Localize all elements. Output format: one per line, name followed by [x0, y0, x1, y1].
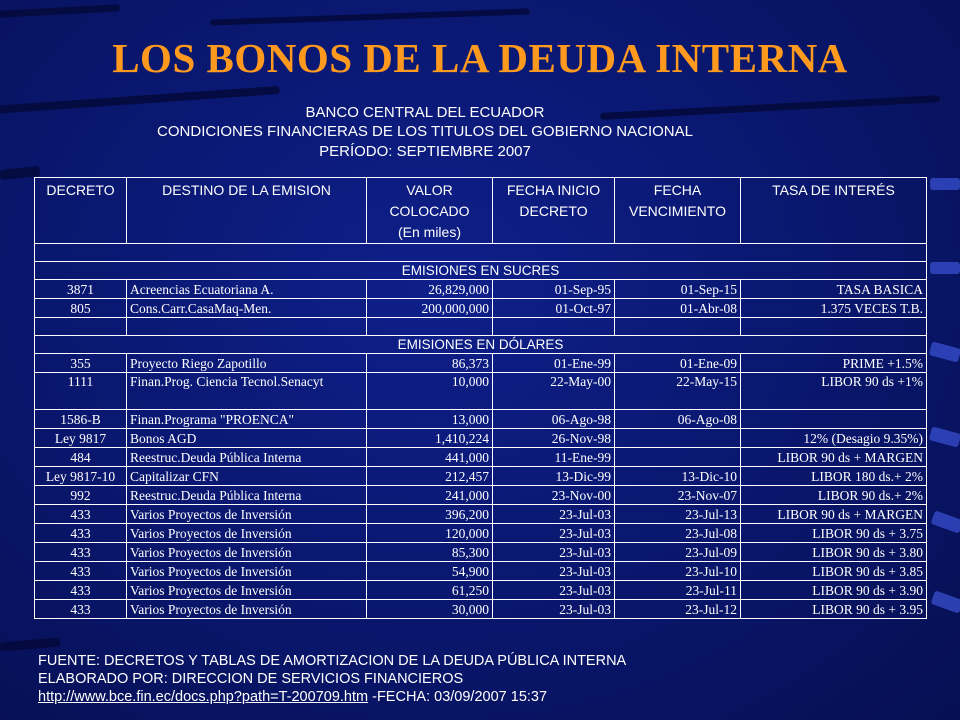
- cell-tasa: LIBOR 90 ds + MARGEN: [741, 505, 927, 524]
- background-stripe: [929, 341, 960, 362]
- cell-valor: 54,900: [367, 562, 493, 581]
- table-row: [35, 581, 927, 600]
- cell-valor: 26,829,000: [367, 280, 493, 299]
- cell-inicio: 23-Nov-00: [493, 486, 615, 505]
- background-stripe: [931, 590, 960, 613]
- cell-valor: 30,000: [367, 600, 493, 619]
- cell-vencimiento: 01-Sep-15: [615, 280, 741, 299]
- header-valor-line1: VALOR: [406, 182, 453, 198]
- cell-inicio: 01-Sep-95: [493, 280, 615, 299]
- cell-tasa: LIBOR 90 ds + MARGEN: [741, 448, 927, 467]
- cell-tasa: LIBOR 90 ds + 3.90: [741, 581, 927, 600]
- cell-inicio: 23-Jul-03: [493, 524, 615, 543]
- cell-valor: 441,000: [367, 448, 493, 467]
- table-row: [35, 448, 927, 467]
- cell-destino: Reestruc.Deuda Pública Interna: [127, 486, 367, 505]
- table-row: [35, 299, 927, 318]
- cell-tasa: PRIME +1.5%: [741, 354, 927, 373]
- empty-cell: [493, 318, 615, 336]
- cell-tasa: LIBOR 90 ds.+ 2%: [741, 486, 927, 505]
- cell-decreto: 355: [35, 354, 127, 373]
- table-row: [35, 280, 927, 299]
- footer-fecha: -FECHA: 03/09/2007 15:37: [368, 689, 548, 705]
- cell-inicio: 22-May-00: [493, 373, 615, 410]
- cell-tasa: LIBOR 90 ds + 3.85: [741, 562, 927, 581]
- cell-destino: Varios Proyectos de Inversión: [127, 505, 367, 524]
- header-inicio-line1: FECHA INICIO: [506, 182, 601, 198]
- cell-decreto: 433: [35, 581, 127, 600]
- background-stripe: [930, 262, 960, 274]
- cell-destino: Cons.Carr.CasaMaq-Men.: [127, 299, 367, 318]
- empty-cell: [127, 318, 367, 336]
- empty-cell: [35, 244, 927, 262]
- cell-valor: 212,457: [367, 467, 493, 486]
- cell-decreto: 484: [35, 448, 127, 467]
- cell-inicio: 13-Dic-99: [493, 467, 615, 486]
- cell-destino: Varios Proyectos de Inversión: [127, 581, 367, 600]
- cell-tasa: LIBOR 90 ds + 3.75: [741, 524, 927, 543]
- header-venc-line1: FECHA: [653, 182, 702, 198]
- cell-decreto: 1586-B: [35, 410, 127, 429]
- cell-destino: Varios Proyectos de Inversión: [127, 524, 367, 543]
- cell-tasa: 12% (Desagio 9.35%): [741, 429, 927, 448]
- section-dolares: [35, 336, 927, 354]
- section-sucres: [35, 262, 927, 280]
- cell-inicio: 23-Jul-03: [493, 600, 615, 619]
- cell-vencimiento: 23-Jul-10: [615, 562, 741, 581]
- cell-valor: 120,000: [367, 524, 493, 543]
- empty-cell: [35, 318, 127, 336]
- cell-tasa: 1.375 VECES T.B.: [741, 299, 927, 318]
- table-row: [35, 354, 927, 373]
- source-link[interactable]: http://www.bce.fin.ec/docs.php?path=T-200709.htm: [38, 689, 369, 705]
- slide-title: LOS BONOS DE LA DEUDA INTERNA: [112, 35, 848, 81]
- cell-decreto: 433: [35, 562, 127, 581]
- cell-vencimiento: 01-Ene-09: [615, 354, 741, 373]
- cell-decreto: Ley 9817-10: [35, 467, 127, 486]
- cell-inicio: 23-Jul-03: [493, 505, 615, 524]
- cell-valor: 200,000,000: [367, 299, 493, 318]
- table-row: [35, 543, 927, 562]
- cell-decreto: 805: [35, 299, 127, 318]
- cell-vencimiento: 23-Jul-13: [615, 505, 741, 524]
- cell-destino: Bonos AGD: [127, 429, 367, 448]
- cell-tasa: [741, 410, 927, 429]
- cell-inicio: 01-Ene-99: [493, 354, 615, 373]
- cell-valor: 86,373: [367, 354, 493, 373]
- cell-destino: Capitalizar CFN: [127, 467, 367, 486]
- cell-destino: Varios Proyectos de Inversión: [127, 600, 367, 619]
- header-valor-line2: COLOCADO: [389, 203, 470, 219]
- cell-inicio: 11-Ene-99: [493, 448, 615, 467]
- cell-vencimiento: 22-May-15: [615, 373, 741, 410]
- empty-cell: [615, 318, 741, 336]
- blank-row: [35, 318, 927, 336]
- footer: [38, 652, 918, 706]
- cell-inicio: 01-Oct-97: [493, 299, 615, 318]
- bonds-table: [34, 177, 927, 619]
- cell-destino: Reestruc.Deuda Pública Interna: [127, 448, 367, 467]
- cell-decreto: 433: [35, 505, 127, 524]
- header-tasa: TASA DE INTERÉS: [741, 178, 927, 244]
- cell-vencimiento: [615, 429, 741, 448]
- cell-destino: Varios Proyectos de Inversión: [127, 562, 367, 581]
- subtitle-line-2: CONDICIONES FINANCIERAS DE LOS TITULOS DEL GOBIERNO NACIONAL: [157, 123, 693, 140]
- cell-vencimiento: 23-Jul-09: [615, 543, 741, 562]
- cell-tasa: LIBOR 90 ds + 3.95: [741, 600, 927, 619]
- background-stripe: [930, 178, 960, 190]
- empty-cell: [741, 318, 927, 336]
- table-row: [35, 505, 927, 524]
- cell-vencimiento: 13-Dic-10: [615, 467, 741, 486]
- header-valor-line3: (En miles): [397, 224, 461, 240]
- section-label: EMISIONES EN SUCRES: [35, 262, 927, 280]
- cell-inicio: 23-Jul-03: [493, 581, 615, 600]
- cell-valor: 13,000: [367, 410, 493, 429]
- section-label: EMISIONES EN DÓLARES: [35, 336, 927, 354]
- cell-destino: Finan.Programa "PROENCA": [127, 410, 367, 429]
- table-row: [35, 600, 927, 619]
- table-row: [35, 467, 927, 486]
- footer-fuente: FUENTE: DECRETOS Y TABLAS DE AMORTIZACION DE LA DEUDA PÚBLICA INTERNA: [38, 653, 627, 669]
- cell-valor: 61,250: [367, 581, 493, 600]
- cell-decreto: 992: [35, 486, 127, 505]
- table-row: [35, 429, 927, 448]
- cell-inicio: 06-Ago-98: [493, 410, 615, 429]
- table-row: [35, 562, 927, 581]
- cell-vencimiento: 23-Jul-12: [615, 600, 741, 619]
- cell-valor: 1,410,224: [367, 429, 493, 448]
- cell-valor: 10,000: [367, 373, 493, 410]
- table-row: [35, 486, 927, 505]
- cell-vencimiento: 06-Ago-08: [615, 410, 741, 429]
- cell-decreto: Ley 9817: [35, 429, 127, 448]
- blank-row: [35, 244, 927, 262]
- cell-valor: 85,300: [367, 543, 493, 562]
- cell-destino: Varios Proyectos de Inversión: [127, 543, 367, 562]
- footer-elaborado: ELABORADO POR: DIRECCION DE SERVICIOS FINANCIEROS: [38, 671, 464, 687]
- cell-vencimiento: 23-Jul-11: [615, 581, 741, 600]
- cell-inicio: 23-Jul-03: [493, 543, 615, 562]
- footer-source-line: [38, 688, 918, 706]
- table-row: [35, 524, 927, 543]
- cell-tasa: LIBOR 90 ds +1%: [741, 373, 927, 410]
- cell-vencimiento: 23-Jul-08: [615, 524, 741, 543]
- background-stripe: [929, 426, 960, 447]
- cell-vencimiento: [615, 448, 741, 467]
- cell-decreto: 433: [35, 524, 127, 543]
- cell-decreto: 433: [35, 543, 127, 562]
- cell-vencimiento: 01-Abr-08: [615, 299, 741, 318]
- cell-decreto: 3871: [35, 280, 127, 299]
- background-stripe: [0, 4, 120, 18]
- cell-decreto: 433: [35, 600, 127, 619]
- header-fecha-inicio: [493, 178, 615, 244]
- header-inicio-line2: DECRETO: [519, 203, 588, 219]
- cell-valor: 241,000: [367, 486, 493, 505]
- cell-tasa: LIBOR 180 ds.+ 2%: [741, 467, 927, 486]
- table-header-row: [35, 178, 927, 244]
- header-decreto: DECRETO: [35, 178, 127, 244]
- cell-destino: Proyecto Riego Zapotillo: [127, 354, 367, 373]
- cell-destino: Finan.Prog. Ciencia Tecnol.Senacyt: [127, 373, 367, 410]
- cell-tasa: TASA BASICA: [741, 280, 927, 299]
- empty-cell: [367, 318, 493, 336]
- header-destino: DESTINO DE LA EMISION: [127, 178, 367, 244]
- table-row: [35, 373, 927, 410]
- header-valor: [367, 178, 493, 244]
- header-venc-line2: VENCIMIENTO: [629, 203, 726, 219]
- cell-inicio: 26-Nov-98: [493, 429, 615, 448]
- cell-valor: 396,200: [367, 505, 493, 524]
- background-stripe: [210, 8, 530, 25]
- background-stripe: [931, 510, 960, 533]
- cell-tasa: LIBOR 90 ds + 3.80: [741, 543, 927, 562]
- header-fecha-vencimiento: [615, 178, 741, 244]
- subtitle-line-1: BANCO CENTRAL DEL ECUADOR: [305, 104, 545, 121]
- cell-inicio: 23-Jul-03: [493, 562, 615, 581]
- table-row: [35, 410, 927, 429]
- cell-decreto: 1111: [35, 373, 127, 410]
- cell-vencimiento: 23-Nov-07: [615, 486, 741, 505]
- cell-destino: Acreencias Ecuatoriana A.: [127, 280, 367, 299]
- background-stripe: [0, 637, 60, 651]
- subtitle-line-3: PERÍODO: SEPTIEMBRE 2007: [319, 143, 531, 160]
